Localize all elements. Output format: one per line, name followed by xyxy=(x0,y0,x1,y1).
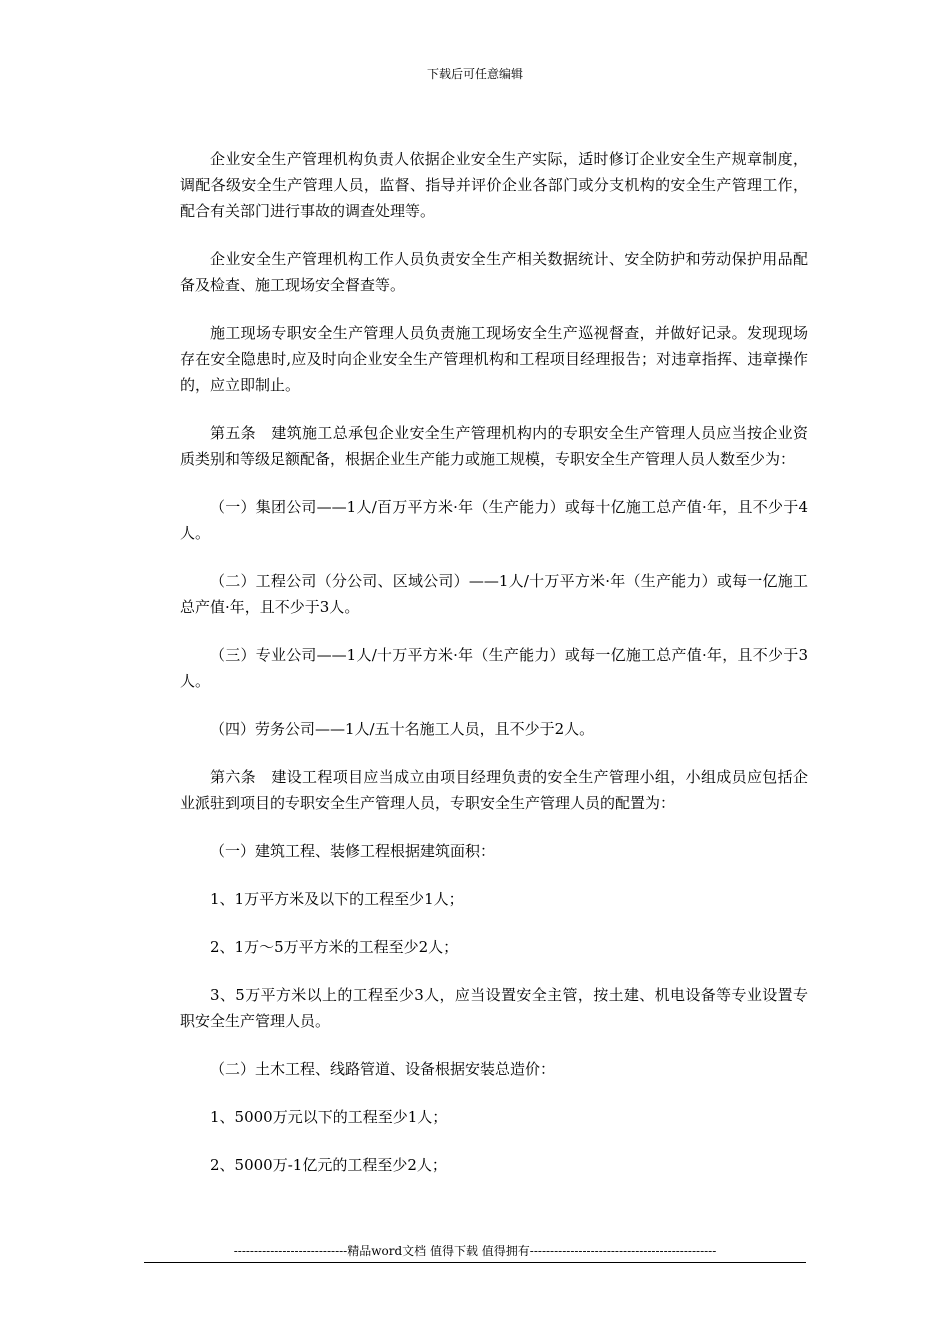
paragraph: 第五条 建筑施工总承包企业安全生产管理机构内的专职安全生产管理人员应当按企业资质类别和等级足额配备，根据企业生产能力或施工规模，专职安全生产管理人员人数至少为： xyxy=(180,424,808,468)
paragraph: 企业安全生产管理机构工作人员负责安全生产相关数据统计、安全防护和劳动保护用品配备及检查、施工现场安全督查等。 xyxy=(180,250,808,294)
footer-divider xyxy=(144,1262,806,1263)
paragraph: （四）劳务公司——1人/五十名施工人员，且不少于2人。 xyxy=(210,720,595,738)
paragraph: （一）集团公司——1人/百万平方米·年（生产能力）或每十亿施工总产值·年，且不少于4人。 xyxy=(180,498,808,542)
document-body xyxy=(180,146,808,1200)
paragraph: 1、1万平方米及以下的工程至少1人； xyxy=(210,890,464,908)
paragraph: 2、5000万-1亿元的工程至少2人； xyxy=(210,1156,447,1174)
paragraph: 施工现场专职安全生产管理人员负责施工现场安全生产巡视督查，并做好记录。发现现场存在安全隐患时,应及时向企业安全生产管理机构和工程项目经理报告；对违章指挥、违章操作的，应立即制止。 xyxy=(180,324,808,394)
page-footer: ----------------------------精品word文档 值得下载 值得拥有---------------------------------------------- xyxy=(233,1244,717,1258)
paragraph: 3、5万平方米以上的工程至少3人，应当设置安全主管，按土建、机电设备等专业设置专职安全生产管理人员。 xyxy=(180,986,808,1030)
paragraph: （一）建筑工程、装修工程根据建筑面积： xyxy=(210,842,496,860)
paragraph: 第六条 建设工程项目应当成立由项目经理负责的安全生产管理小组，小组成员应包括企业派驻到项目的专职安全生产管理人员，专职安全生产管理人员的配置为： xyxy=(180,768,808,812)
paragraph: （二）土木工程、线路管道、设备根据安装总造价： xyxy=(210,1060,556,1078)
paragraph: 企业安全生产管理机构负责人依据企业安全生产实际，适时修订企业安全生产规章制度，调配各级安全生产管理人员，监督、指导并评价企业各部门或分支机构的安全生产管理工作，配合有关部门进行事故的调查处理等。 xyxy=(180,150,808,220)
paragraph: 2、1万～5万平方米的工程至少2人； xyxy=(210,938,459,956)
page-header: 下载后可任意编辑 xyxy=(426,67,523,81)
paragraph: （二）工程公司（分公司、区域公司）——1人/十万平方米·年（生产能力）或每一亿施工总产值·年，且不少于3人。 xyxy=(180,572,808,616)
paragraph: 1、5000万元以下的工程至少1人； xyxy=(210,1108,448,1126)
paragraph: （三）专业公司——1人/十万平方米·年（生产能力）或每一亿施工总产值·年，且不少于3人。 xyxy=(180,646,808,690)
